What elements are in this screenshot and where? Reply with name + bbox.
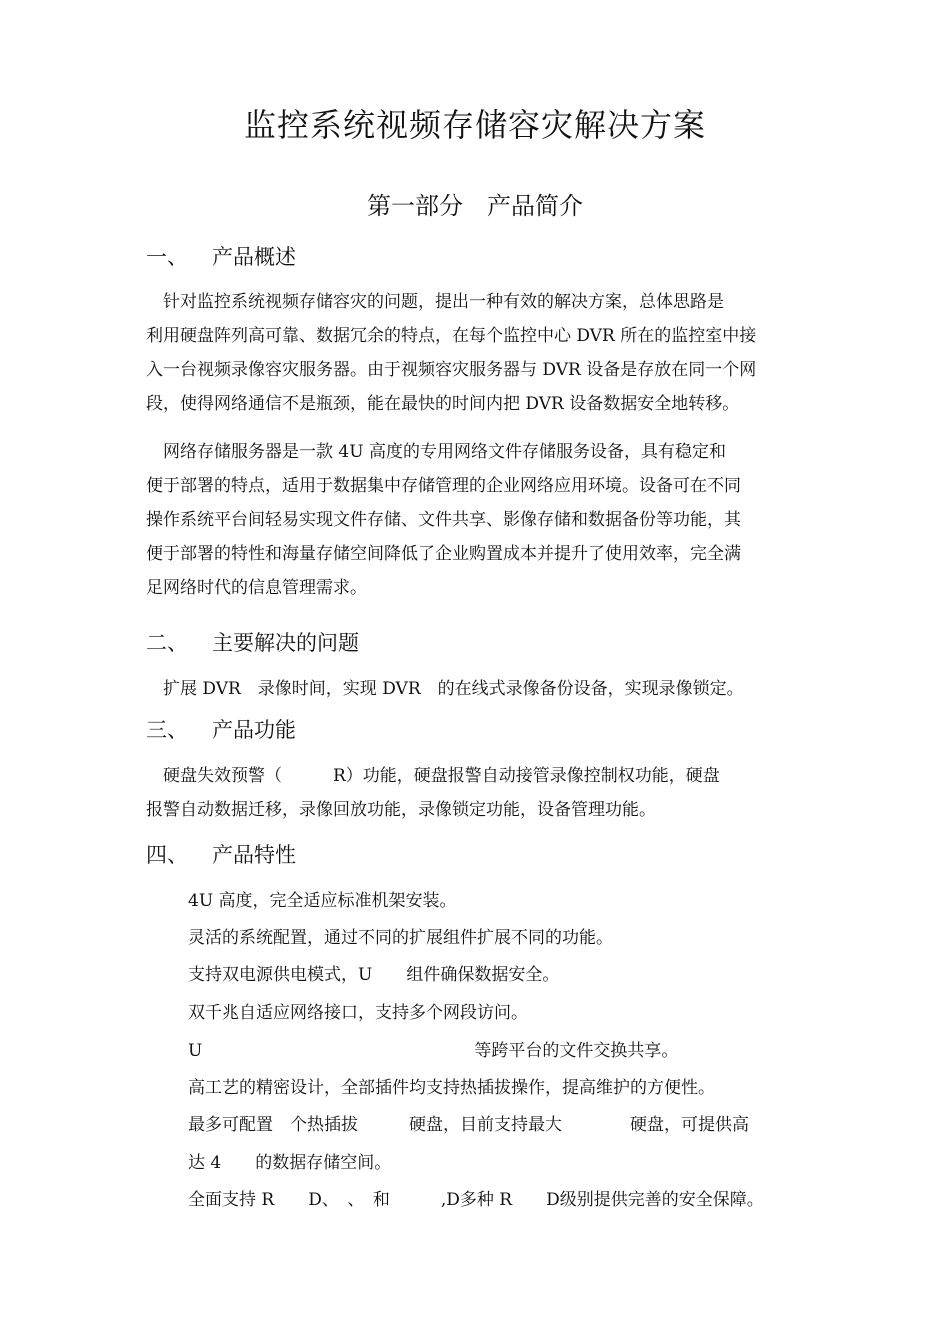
feature-item: 双千兆自适应网络接口，支持多个网段访问。 — [188, 1003, 528, 1023]
text-line: 报警自动数据迁移，录像回放功能，录像锁定功能，设备管理功能。 — [146, 800, 656, 820]
feature-item: 最多可配置 个热插拔 硬盘，目前支持最大 硬盘，可提供高 — [188, 1115, 749, 1135]
text-line: 便于部署的特点，适用于数据集中存储管理的企业网络应用环境。设备可在不同 — [146, 476, 741, 496]
text-line: 便于部署的特性和海量存储空间降低了企业购置成本并提升了使用效率，完全满 — [146, 544, 741, 564]
text-line: 针对监控系统视频存储容灾的问题，提出一种有效的解决方案，总体思路是 — [146, 292, 724, 312]
text-line: 段，使得网络通信不是瓶颈，能在最快的时间内把 DVR 设备数据安全地转移。 — [146, 394, 740, 414]
feature-item: U 等跨平台的文件交换共享。 — [188, 1041, 679, 1061]
text-line: 操作系统平台间轻易实现文件存储、文件共享、影像存储和数据备份等功能，其 — [146, 510, 741, 530]
section-heading-overview — [146, 240, 296, 274]
text-line: 利用硬盘阵列高可靠、数据冗余的特点，在每个监控中心 DVR 所在的监控室中接 — [146, 326, 757, 346]
feature-item: 高工艺的精密设计，全部插件均支持热插拔操作，提高维护的方便性。 — [188, 1078, 715, 1098]
text-line: 入一台视频录像容灾服务器。由于视频容灾服务器与 DVR 设备是存放在同一个网 — [146, 360, 757, 380]
feature-item: 4U 高度，完全适应标准机架安装。 — [188, 891, 457, 911]
paragraph-functions — [146, 759, 808, 827]
text-line: 硬盘失效预警（ R）功能，硬盘报警自动接管录像控制权功能，硬盘 — [146, 766, 720, 786]
paragraph-problems — [146, 672, 808, 706]
section-title: 产品概述 — [212, 245, 296, 269]
feature-item: 全面支持 R D、 、 和 ,D多种 R D级别提供完善的安全保障。 — [188, 1190, 764, 1210]
paragraph-overview-2 — [146, 435, 808, 605]
section-number: 一、 — [146, 245, 188, 269]
section-title: 产品特性 — [212, 843, 296, 867]
section-title: 产品功能 — [212, 718, 296, 742]
section-heading-functions — [146, 713, 296, 747]
part-title: 第一部分 产品简介 — [367, 192, 583, 220]
feature-item: 支持双电源供电模式，U 组件确保数据安全。 — [188, 965, 560, 985]
section-number: 四、 — [146, 843, 188, 867]
section-number: 二、 — [146, 631, 188, 655]
section-heading-features — [146, 838, 296, 872]
section-heading-problems — [146, 626, 359, 660]
section-title: 主要解决的问题 — [212, 631, 359, 655]
text-line: 足网络时代的信息管理需求。 — [146, 578, 367, 598]
text-line: 扩展 DVR 录像时间，实现 DVR 的在线式录像备份设备，实现录像锁定。 — [146, 679, 744, 699]
text-line: 网络存储服务器是一款 4U 高度的专用网络文件存储服务设备，具有稳定和 — [146, 442, 726, 462]
paragraph-overview-1 — [146, 285, 808, 421]
feature-item: 达 4 的数据存储空间。 — [188, 1153, 392, 1173]
section-number: 三、 — [146, 718, 188, 742]
document-title: 监控系统视频存储容灾解决方案 — [243, 106, 706, 144]
feature-item: 灵活的系统配置，通过不同的扩展组件扩展不同的功能。 — [188, 928, 613, 948]
